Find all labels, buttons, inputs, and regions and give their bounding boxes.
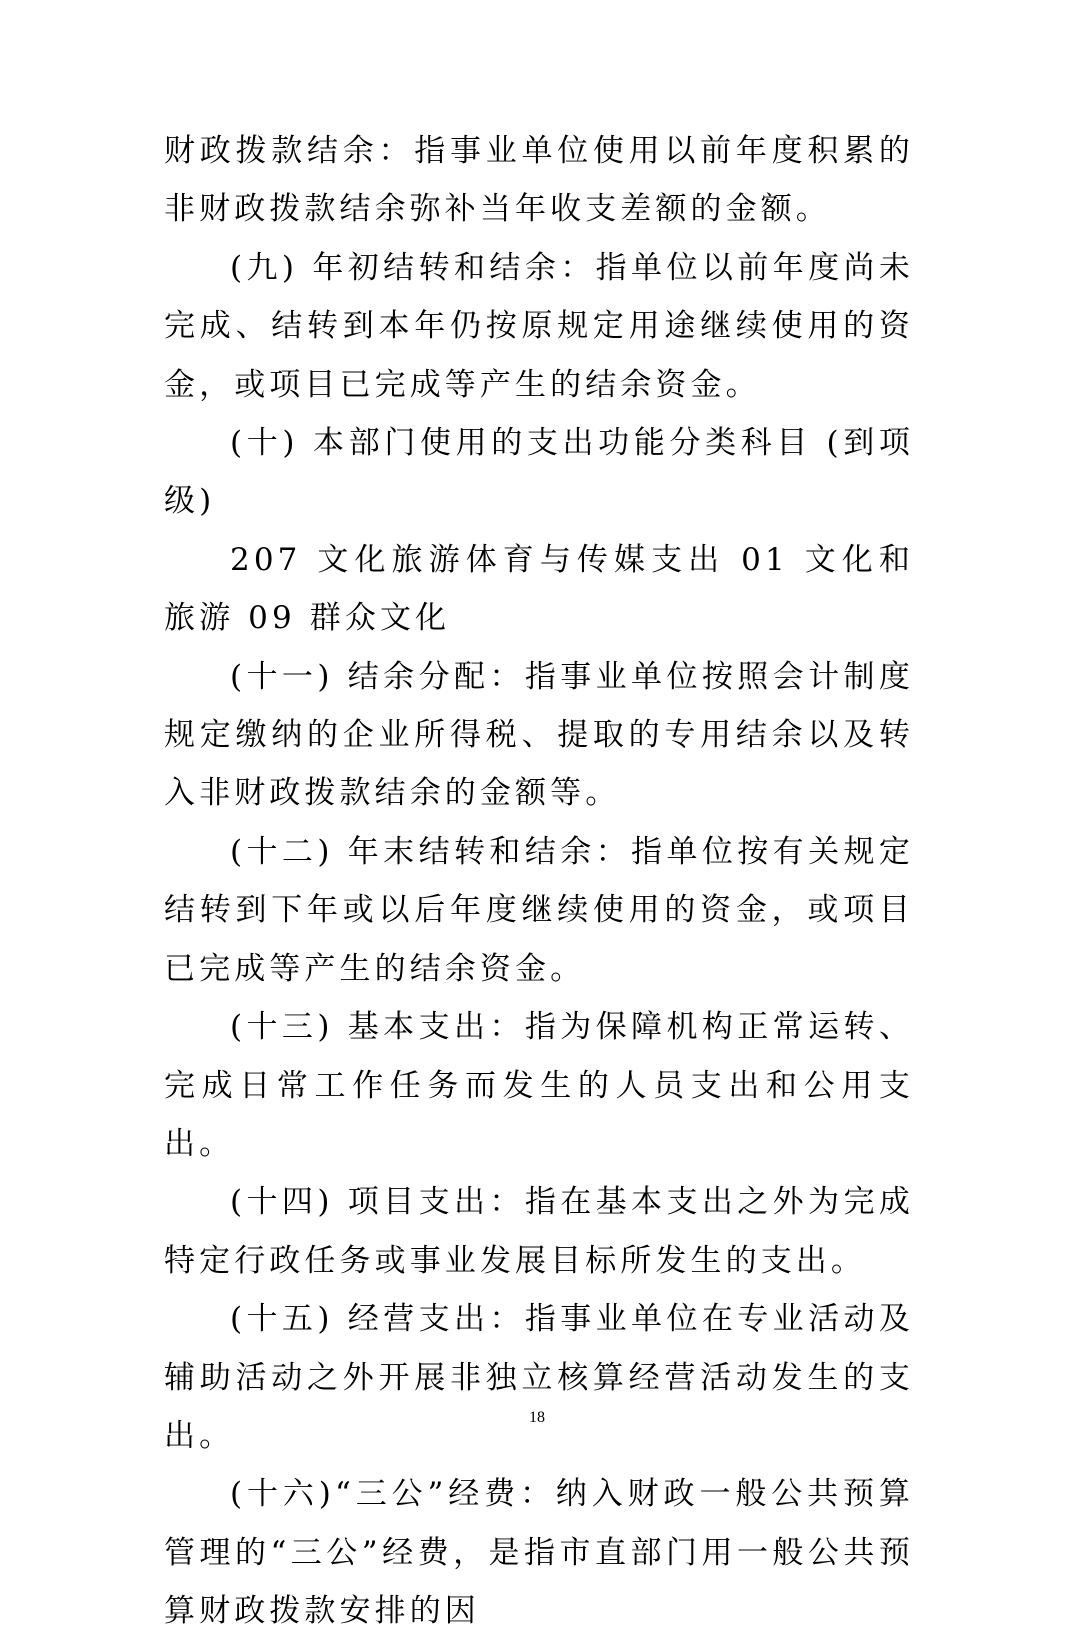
paragraph-7: (十三) 基本支出：指为保障机构正常运转、完成日常工作任务而发生的人员支出和公用支出。 <box>164 1009 914 1162</box>
paragraph-6: (十二) 年末结转和结余：指单位按有关规定结转到下年或以后年度继续使用的资金，或项目已完成等产生的结余资金。 <box>164 833 914 987</box>
paragraph-10: (十六)“三公”经费：纳入财政一般公共预算管理的“三公”经费，是指市直部门用一般公共预算财政拨款安排的因 <box>164 1476 914 1630</box>
paragraph-3: (十) 本部门使用的支出功能分类科目 (到项级) <box>164 425 914 520</box>
paragraph-9: (十五) 经营支出：指事业单位在专业活动及辅助活动之外开展非独立核算经营活动发生的支出。 <box>164 1301 914 1454</box>
paragraph-2: (九) 年初结转和结余：指单位以前年度尚未完成、结转到本年仍按原规定用途继续使用的资金，或项目已完成等产生的结余资金。 <box>164 249 914 403</box>
paragraph-5: (十一) 结余分配：指事业单位按照会计制度规定缴纳的企业所得税、提取的专用结余以及转入非财政拨款结余的金额等。 <box>164 658 914 812</box>
page-number: 18 <box>529 1409 545 1426</box>
paragraph-1: 财政拨款结余：指事业单位使用以前年度积累的非财政拨款结余弥补当年收支差额的金额。 <box>164 133 914 228</box>
paragraph-4: 207 文化旅游体育与传媒支出 01 文化和旅游 09 群众文化 <box>164 541 914 637</box>
paragraph-8: (十四) 项目支出：指在基本支出之外为完成特定行政任务或事业发展目标所发生的支出。 <box>164 1184 914 1279</box>
